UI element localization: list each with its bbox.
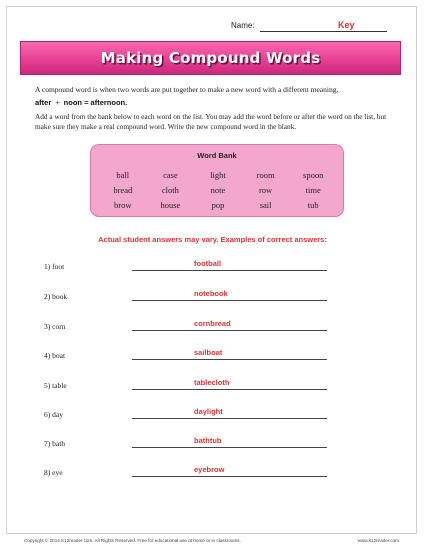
question-label: 1) foot bbox=[44, 262, 65, 271]
example-rest: noon = afternoon. bbox=[63, 98, 128, 107]
question-row bbox=[44, 461, 344, 477]
question-label: 8) eye bbox=[44, 468, 63, 477]
word-bank-word: house bbox=[160, 200, 181, 210]
example-plus: + bbox=[55, 98, 60, 107]
question-label: 5) table bbox=[44, 381, 67, 390]
question-row bbox=[44, 432, 344, 448]
name-label: Name: bbox=[231, 21, 255, 30]
question-label: 3) corn bbox=[44, 322, 66, 331]
question-row bbox=[44, 403, 344, 419]
word-bank-word: tub bbox=[307, 200, 319, 210]
question-label: 7) bath bbox=[44, 439, 66, 448]
answer-blank bbox=[132, 359, 327, 360]
instructions-text: Add a word from the bank below to each word on the list. You may add the word before or after the word on the list, but make sure they make a real compound word. Write the new compound word in the blank. bbox=[35, 112, 387, 132]
word-bank-word: note bbox=[210, 185, 226, 195]
word-bank-word: brow bbox=[114, 200, 132, 210]
footer-url: www.k12reader.com bbox=[357, 538, 399, 543]
question-label: 4) boat bbox=[44, 351, 66, 360]
word-bank-word: row bbox=[258, 185, 273, 195]
title-banner bbox=[20, 41, 401, 75]
answer-text: daylight bbox=[194, 407, 223, 416]
question-label: 2) book bbox=[44, 292, 68, 301]
word-bank-word: case bbox=[163, 170, 178, 180]
name-value: Key bbox=[338, 20, 355, 30]
answer-blank bbox=[132, 270, 327, 271]
example-line bbox=[35, 98, 127, 107]
word-bank-word: time bbox=[305, 185, 321, 195]
word-bank-word: sail bbox=[259, 200, 272, 210]
answer-text: tablecloth bbox=[194, 378, 230, 387]
word-bank-title: Word Bank bbox=[197, 151, 237, 160]
answer-text: football bbox=[194, 259, 222, 268]
word-bank-word: cloth bbox=[161, 185, 179, 195]
answer-blank bbox=[132, 418, 327, 419]
word-bank-word: pop bbox=[211, 200, 225, 210]
word-bank-grid bbox=[99, 169, 337, 211]
answer-text: sailboat bbox=[194, 348, 223, 357]
word-bank-word: bread bbox=[113, 185, 133, 195]
answer-text: cornbread bbox=[194, 319, 231, 328]
answer-blank bbox=[132, 476, 327, 477]
word-bank bbox=[90, 144, 344, 217]
word-bank-word: light bbox=[210, 170, 226, 180]
definition-text: A compound word is when two words are put together to make a new word with a different meaning. bbox=[35, 85, 339, 94]
question-row bbox=[44, 315, 344, 331]
question-row bbox=[44, 255, 344, 271]
word-bank-word: ball bbox=[116, 170, 130, 180]
example-word1: after bbox=[35, 98, 52, 107]
question-row bbox=[44, 285, 344, 301]
question-row bbox=[44, 374, 344, 390]
answer-blank bbox=[132, 389, 327, 390]
question-label: 6) day bbox=[44, 410, 63, 419]
answer-text: notebook bbox=[194, 289, 228, 298]
copyright-text: Copyright © 2014 K12reader.com. All Rights Reserved. Free for educational use at home or in classrooms. bbox=[24, 538, 241, 543]
word-bank-word: room bbox=[256, 170, 275, 180]
name-line bbox=[260, 31, 387, 32]
answer-text: bathtub bbox=[194, 436, 222, 445]
word-bank-word: spoon bbox=[303, 170, 324, 180]
answer-blank bbox=[132, 300, 327, 301]
answer-text: eyebrow bbox=[194, 465, 225, 474]
page-title: Making Compound Words bbox=[100, 49, 321, 67]
answer-blank bbox=[132, 330, 327, 331]
answer-blank bbox=[132, 447, 327, 448]
answer-note: Actual student answers may vary. Examples of correct answers: bbox=[98, 235, 327, 244]
question-row bbox=[44, 344, 344, 360]
